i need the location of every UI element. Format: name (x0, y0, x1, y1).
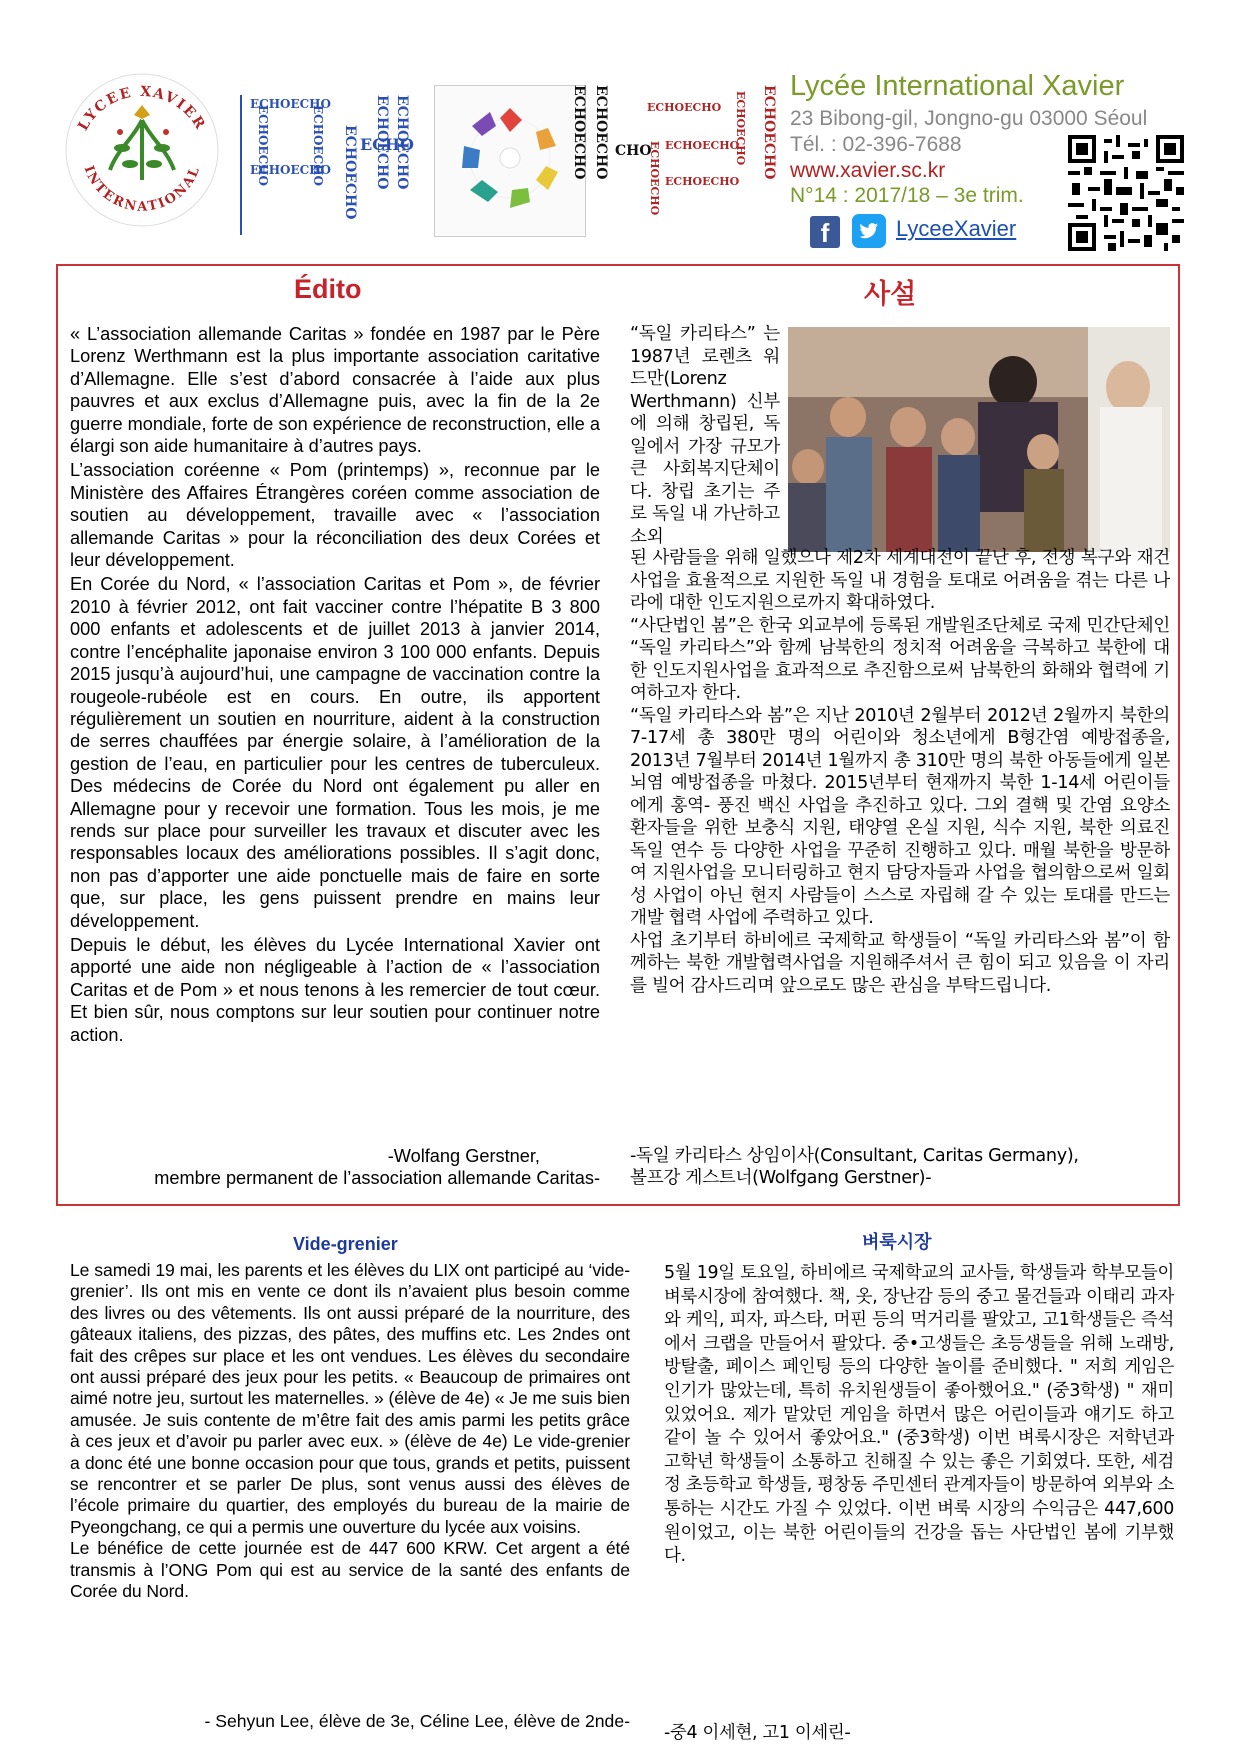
school-address: 23 Bibong-gil, Jongno-gu 03000 Séoul (790, 107, 1148, 130)
echo-mid-text: ECHO (360, 135, 414, 154)
edito-fr-paragraph: En Corée du Nord, « l’association Caritas et Pom », de février 2010 à février 2012, ont fait vacciner contre l’hépatite B 3 800 000 enfants et adolescents et de juillet 2013 à janvier 2014, contre l’encéphalite japonaise environ 3 100 000 enfants. Depuis 2015 jusqu’à aujourd’hui, une campagne de vaccination contre la rougeole-rubéole est en cours. En outre, ils apportent régulièrement un soutien en nourriture, aident à la construction de serres chauffées par énergie solaire, à l’amélioration de la gestion de l’eau, en particulier pour les centres de tuberculeux. Des médecins de Corée du Nord ont également pu aller en Allemagne pour y recevoir une formation. Tous les mois, je me rends sur place pour surveiller les travaux et discuter avec les responsables locaux des améliorations possibles. Il s’agit donc, non pas d’apporter une aide ponctuelle mais de faire en sorte que, sur place, les gens puissent prendre en mains leur développement. (70, 574, 600, 931)
vide-grenier-fr-paragraph: Le bénéfice de cette journée est de 447 600 KRW. Cet argent a été transmis à l’ONG Pom qui est au service de la santé des enfants de Corée du Nord. (70, 1538, 630, 1602)
qr-code (1068, 135, 1184, 251)
edito-ko-paragraph: 된 사람들을 위해 일했으나 제2차 세계대전이 끝난 후, 전쟁 복구와 재건사업을 효율적으로 지원한 독일 내 경험을 토대로 어려움을 겪는 다른 나라에 대한 인도지원으로까지 확대하였다. (630, 548, 1170, 613)
echo-text: ECHOECHO (648, 141, 661, 216)
edito-ko-paragraph: “독일 카리타스와 봄”은 지난 2010년 2월부터 2012년 2월까지 북한의 7-17세 총 380만 명의 어린이와 청소년에게 B형간염 예방접종을, 2013년 7월부터 2014년 1월까지 총 310만 명의 북한 아동들에게 일본뇌염 예방접종을 마쳤다. 2015년부터 현재까지 북한 1-14세 어린이들에게 홍역- 풍진 백신 사업을 추진하고 있다. 그외 결핵 및 간염 요양소 환자들을 위한 보충식 지원, 태양열 온실 지원, 식수 지원, 북한 의료진 독일 연수 등 다양한 사업을 꾸준히 진행하고 있다. 매월 북한을 방문하여 지원사업을 모니터링하고 현지 담당자들과 사업을 협의함으로써 일회성 사업이 아닌 현지 사람들이 스스로 자립해 갈 수 있는 토대를 만드는 개발 협력 사업에 주력하고 있다. (630, 705, 1170, 928)
edito-fr-text (70, 323, 600, 1046)
edito-ko-signature-name: 볼프강 게스트너(Wolfgang Gerstner)- (630, 1168, 932, 1189)
vide-grenier-fr-paragraph: Le samedi 19 mai, les parents et les élèves du LIX ont participé au ‘vide-grenier’. Ils ont mis en vente ce dont ils n’avaient plus besoin comme des livres ou des vêtements. Ils ont aussi préparé de la nourriture, des gâteaux italiens, des pizzas, des pâtes, des muffins etc. Les 2ndes ont fait des crêpes sur place et les ont vendues. Les élèves du secondaire ont aussi préparé des jeux pour les petits. « Beaucoup de primaires ont aimé notre jeu, surtout les maternelles. » (élève de 4e) « Je me suis bien amusée. Je suis contente de m’être fait des amis parmi les petits grâce à ces jeux et d’avoir pu parler avec eux. » (élève de 4e) Le vide-grenier a donc été une bonne occasion pour que tous, grands et petits, puissent se rencontrer et se parler De plus, sont venus aussi des élèves de l’école primaire du quartier, des employés du bureau de la mairie de Pyeongchang, ce qui a permis une ouverture du lycée aux voisins. (70, 1260, 630, 1537)
vide-grenier-ko-signature: -중4 이세현, 고1 이세린- (664, 1723, 851, 1743)
vide-grenier-ko-text: 5월 19일 토요일, 하비에르 국제학교의 교사들, 학생들과 학부모들이 벼룩시장에 참여했다. 책, 옷, 장난감 등의 중고 물건들과 이태리 과자와 케익, 피자, 파스타, 머핀 등의 먹거리를 팔았고, 고1학생들은 즉석에서 크랩을 만들어서 팔았다. 중•고생들은 초등생들을 위해 노래방, 방탈출, 페이스 페인팅 등의 다양한 놀이를 준비했다. " 저희 게임은 인기가 많았는데, 특히 유치원생들이 좋아했어요." (중3학생) " 재미있었어요. 제가 맡았던 게임을 하면서 많은 어린이들과 얘기도 하고 같이 놀 수 있어서 좋았어요." (중3학생) 이번 벼룩시장은 저학년과 고학년 학생들이 소통하고 친해질 수 있는 좋은 기회였다. 또한, 세검정 초등학교 학생들, 평창동 주민센터 관계자들이 방문하여 외부와 소통하는 시간도 가질 수 있었다. 이번 벼룩 시장의 수익금은 447,600원이었고, 이는 북한 어린이들의 건강을 돕는 사단법인 봄에 기부했다. (664, 1263, 1174, 1567)
edito-ko-paragraph: 사업 초기부터 하비에르 국제학교 학생들이 “독일 카리타스와 봄”이 함께하는 북한 개발협력사업을 지원해주셔서 큰 힘이 되고 있음을 이 자리를 빌어 감사드리며 앞으로도 많은 관심을 부탁드립니다. (630, 930, 1170, 996)
social-handle-link[interactable]: LyceeXavier (896, 216, 1017, 241)
edito-fr-paragraph: L’association coréenne « Pom (printemps) », reconnue par le Ministère des Affaires Étrangères coréen comme association de soutien au développement, travaille avec « l’association allemande Caritas » pour la réconciliation des deux Corées et leur développement. (70, 460, 600, 571)
edito-title-ko: 사설 (864, 279, 917, 310)
school-logo (62, 70, 222, 230)
echo-artwork-right (565, 85, 785, 215)
echo-text: ECHOECHO (665, 175, 740, 188)
echo-text: ECHOECHO (250, 163, 331, 177)
edito-ko-intro: “독일 카리타스” 는 1987년 로렌츠 워드만(Lorenz Werthmann) 신부에 의해 창립된, 독일에서 가장 규모가 큰 사회복지단체이다. 창립 초기는 주로 독일 내 가난하고 소외 (630, 324, 780, 547)
echo-text: ECHOECHO (374, 95, 390, 190)
logo-text-bottom: INTERNATIONAL (80, 163, 204, 215)
edito-fr-signature (70, 1145, 600, 1190)
echo-text: ECHOECHO (250, 97, 331, 111)
school-website-link[interactable]: www.xavier.sc.kr (790, 159, 946, 182)
logo-text-top: LYCEE XAVIER (75, 83, 209, 134)
school-name: Lycée International Xavier (790, 70, 1125, 102)
edito-fr-paragraph: Depuis le début, les élèves du Lycée International Xavier ont apporté une aide non négligeable à l’action de « l’association Caritas et de Pom » et nous tenons à les remercier de tout cœur. Et bien sûr, nous comptons sur leur soutien pour continuer notre action. (70, 934, 600, 1045)
echo-text: ECHOECHO (342, 125, 358, 220)
twitter-icon[interactable] (852, 214, 886, 248)
edito-ko-text (630, 547, 1170, 997)
echo-text: ECHOECHO (734, 91, 747, 166)
facebook-icon[interactable]: f (810, 216, 840, 248)
vide-grenier-title-ko: 벼룩시장 (862, 1232, 932, 1253)
edito-fr-signature-name: -Wolfang Gerstner, (387, 1146, 540, 1166)
echo-text: ECHOECHO (593, 85, 609, 180)
echo-text: ECHOECHO (394, 95, 410, 190)
vide-grenier-fr-signature: - Sehyun Lee, élève de 3e, Céline Lee, élève de 2nde- (204, 1711, 630, 1731)
echo-text: ECHOECHO (665, 139, 740, 152)
edito-fr-paragraph: « L’association allemande Caritas » fondée en 1987 par le Père Lorenz Werthmann est la plus importante association caritative d’Allemagne. Elle s’est d’abord consacrée à l’aide aux plus pauvres et aux exclus d’Allemagne puis, avec la fin de la 2e guerre mondiale, forte de son expérience de reconstruction, elle a élargi son aide humanitaire à d’autres pays. (70, 324, 600, 457)
edito-ko-paragraph: “사단법인 봄”은 한국 외교부에 등록된 개발원조단체로 국제 민간단체인 “독일 카리타스”와 함께 남북한의 정치적 어려움을 극복하고 북한에 대한 인도지원사업을 효과적으로 추진함으로써 남북한의 화해와 협력에 기여하고자 한다. (630, 615, 1170, 703)
issue-number: N°14 : 2017/18 – 3e trim. (790, 184, 1024, 207)
vide-grenier-title-fr: Vide-grenier (293, 1234, 398, 1254)
vide-grenier-fr-text (70, 1260, 630, 1603)
echo-text: ECHOECHO (761, 85, 777, 180)
edito-title-fr: Édito (294, 274, 362, 304)
circle-artwork (434, 85, 586, 237)
echo-text: ECHOECHO (256, 105, 270, 186)
edito-fr-signature-role: membre permanent de l’association allemande Caritas- (154, 1168, 600, 1189)
echo-mid-text: CHO (615, 143, 652, 159)
children-vaccination-photo (788, 327, 1170, 552)
edito-ko-signature (630, 1145, 1170, 1190)
edito-ko-signature-role: -독일 카리타스 상임이사(Consultant, Caritas Germany), (630, 1146, 1079, 1166)
echo-artwork-left (240, 95, 414, 240)
echo-text: ECHOECHO (311, 105, 325, 186)
echo-text: ECHOECHO (571, 85, 587, 180)
echo-text: ECHOECHO (647, 101, 722, 114)
school-phone: Tél. : 02-396-7688 (790, 133, 962, 156)
